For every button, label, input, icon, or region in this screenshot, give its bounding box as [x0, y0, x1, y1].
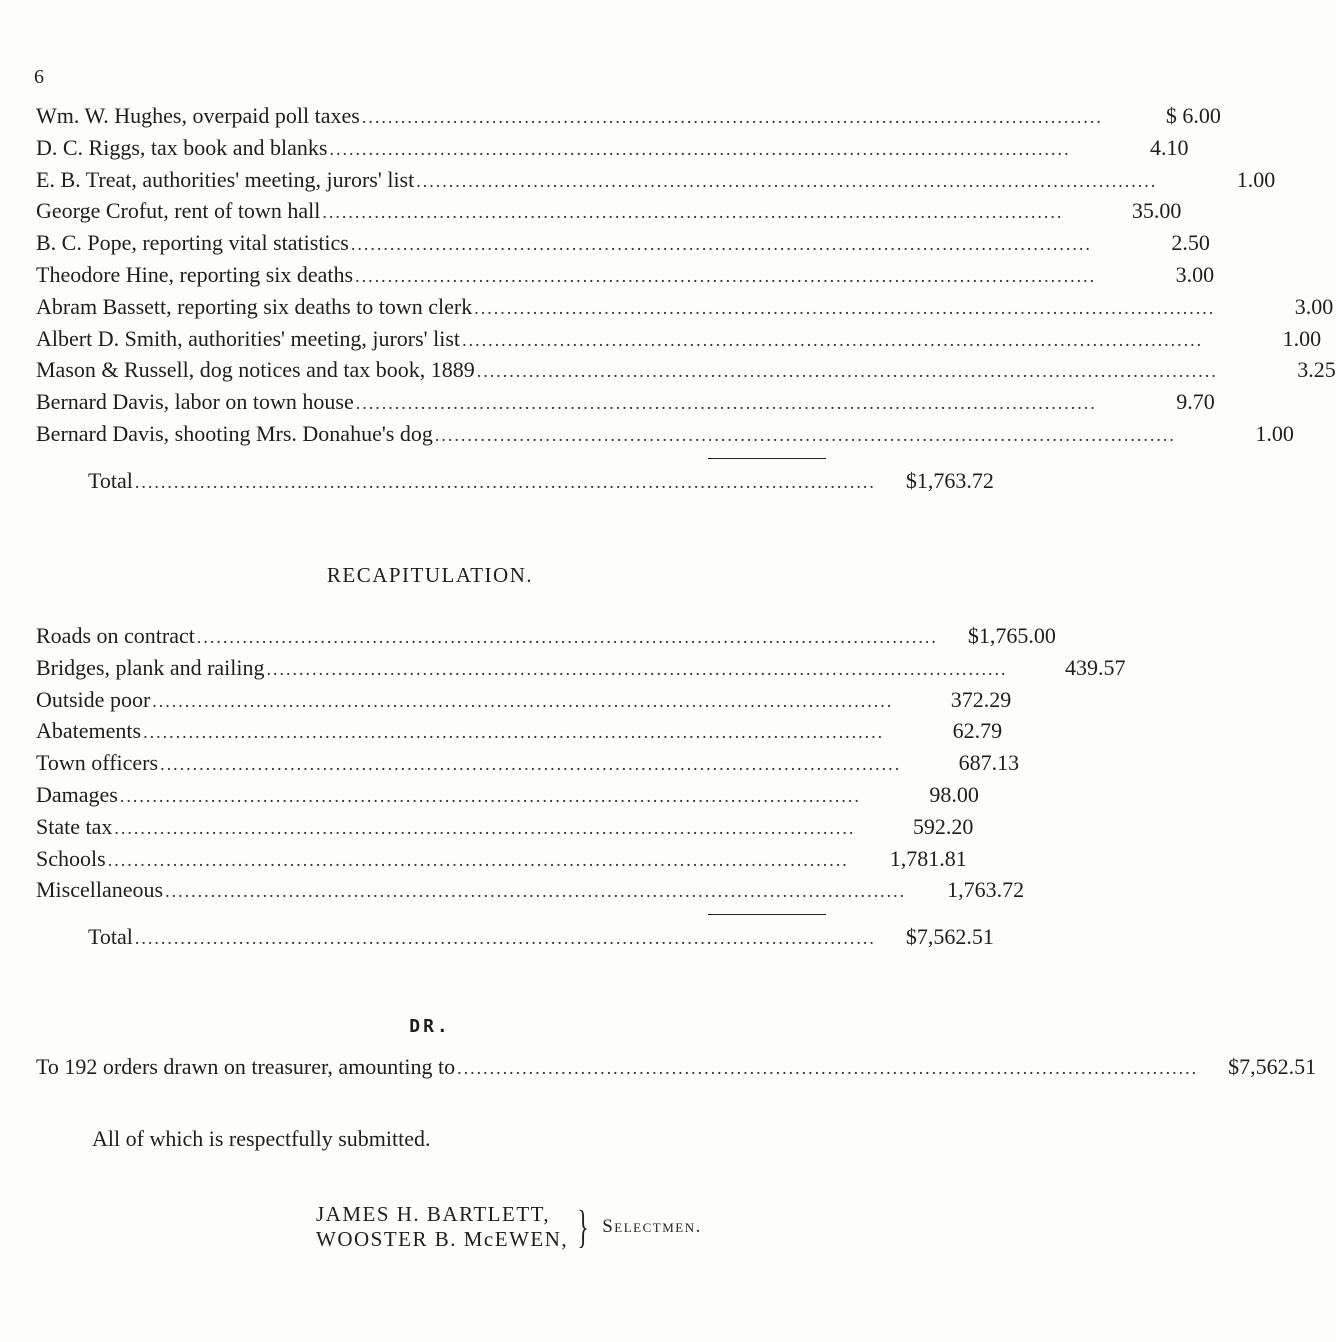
item-label: Damages — [36, 781, 118, 807]
item-amount: 4.10 — [1150, 134, 1189, 160]
item-amount: 439.57 — [1065, 654, 1126, 680]
dot-leader: .................................................................................................................. — [355, 393, 1097, 414]
ledger-row — [36, 620, 1056, 652]
item-label: Bernard Davis, labor on town house — [36, 389, 354, 415]
dot-leader: .................................................................................................................. — [476, 361, 1218, 382]
dot-leader: .................................................................................................................. — [134, 471, 876, 492]
recapitulation-list — [36, 620, 1126, 953]
item-label: E. B. Treat, authorities' meeting, jurors' list — [36, 166, 415, 192]
ledger-row — [36, 715, 1003, 747]
item-amount: 9.70 — [1176, 389, 1215, 415]
item-label: To 192 orders drawn on treasurer, amounting to — [36, 1054, 456, 1079]
item-amount: 2.50 — [1171, 230, 1210, 256]
dot-leader: .................................................................................................................. — [350, 234, 1092, 255]
dot-leader: .................................................................................................................. — [416, 170, 1158, 191]
item-amount: 592.20 — [912, 813, 974, 839]
ledger-row — [36, 652, 1126, 684]
dot-leader: .................................................................................................................. — [119, 785, 861, 806]
item-label: Outside poor — [36, 686, 151, 712]
dot-leader: .................................................................................................................. — [107, 849, 849, 870]
item-amount: $7,562.51 — [1228, 1054, 1317, 1079]
item-amount: 3.00 — [1175, 261, 1215, 287]
item-amount: 3.25 — [1297, 357, 1336, 383]
ledger-row — [36, 227, 1210, 259]
ledger-row — [36, 195, 1182, 227]
dot-leader: .................................................................................................................. — [160, 754, 902, 775]
signer-name: WOOSTER B. McEWEN, — [316, 1227, 569, 1251]
item-label: Mason & Russell, dog notices and tax book, 1889 — [36, 357, 475, 383]
total-amount: $1,763.72 — [905, 467, 994, 493]
item-label: Roads on contract — [36, 623, 195, 648]
item-amount: $1,765.00 — [967, 623, 1056, 648]
item-label: Theodore Hine, reporting six deaths — [36, 261, 354, 287]
dot-leader: .................................................................................................................. — [329, 138, 1071, 159]
dot-leader: .................................................................................................................. — [134, 928, 876, 949]
ledger-row — [36, 259, 1215, 291]
item-amount: 1.00 — [1236, 166, 1276, 192]
item-amount: 372.29 — [950, 686, 1012, 712]
dot-leader: .................................................................................................................. — [266, 658, 1008, 679]
item-label: State tax — [36, 813, 113, 839]
item-amount: 3.00 — [1294, 293, 1334, 319]
ledger-row — [36, 386, 1215, 418]
total-row — [36, 465, 994, 497]
ledger-row — [36, 1051, 1317, 1083]
sum-rule — [708, 458, 826, 459]
dr-entry — [36, 1051, 1317, 1083]
ledger-row — [36, 874, 1025, 906]
item-amount: 1.00 — [1282, 325, 1322, 351]
signer-names — [316, 1202, 568, 1252]
total-label: Total — [88, 924, 133, 950]
ledger-row — [36, 132, 1189, 164]
brace-icon: } — [577, 1201, 589, 1252]
item-label: Bridges, plank and railing — [36, 654, 265, 680]
item-amount: $ 6.00 — [1165, 103, 1221, 128]
dot-leader: .................................................................................................................. — [434, 424, 1176, 445]
item-label: Albert D. Smith, authorities' meeting, jurors' list — [36, 325, 461, 351]
item-label: Miscellaneous — [36, 877, 164, 903]
item-amount: 1.00 — [1255, 420, 1294, 446]
item-amount: 62.79 — [952, 718, 1003, 744]
item-label: B. C. Pope, reporting vital statistics — [36, 230, 349, 256]
ledger-row — [36, 684, 1012, 716]
item-label: George Crofut, rent of town hall — [36, 198, 321, 224]
dot-leader: .................................................................................................................. — [361, 107, 1103, 127]
item-amount: 98.00 — [929, 781, 979, 807]
dot-leader: .................................................................................................................. — [196, 627, 938, 647]
item-label: D. C. Riggs, tax book and blanks — [36, 134, 328, 160]
sum-rule — [708, 914, 826, 915]
closing-statement: All of which is respectfully submitted. — [92, 1126, 431, 1151]
dot-leader: .................................................................................................................. — [114, 817, 856, 838]
item-amount: 1,763.72 — [947, 877, 1025, 903]
item-amount: 35.00 — [1131, 198, 1182, 224]
ledger-row — [36, 747, 1020, 779]
dot-leader: .................................................................................................................. — [355, 265, 1097, 286]
ledger-row — [36, 418, 1294, 450]
ledger-row — [36, 354, 1336, 386]
item-amount: 1,781.81 — [889, 845, 967, 871]
item-label: Town officers — [36, 750, 159, 776]
dot-leader: .................................................................................................................. — [143, 722, 885, 743]
item-amount: 687.13 — [958, 750, 1020, 776]
item-label: Abatements — [36, 718, 142, 744]
ledger-row — [36, 291, 1334, 323]
ledger-row — [36, 843, 967, 875]
dot-leader: .................................................................................................................. — [462, 329, 1204, 350]
page-number: 6 — [34, 66, 44, 88]
signature-block — [316, 1202, 702, 1252]
item-label: Wm. W. Hughes, overpaid poll taxes — [36, 103, 360, 128]
ledger-row — [36, 323, 1322, 355]
recapitulation-heading: RECAPITULATION. — [326, 563, 534, 587]
item-label: Schools — [36, 845, 106, 871]
dr-heading: DR. — [409, 1016, 451, 1037]
total-amount: $7,562.51 — [905, 924, 994, 950]
total-row — [36, 921, 994, 953]
item-label: Bernard Davis, shooting Mrs. Donahue's dog — [36, 420, 433, 446]
signer-name: JAMES H. BARTLETT, — [316, 1202, 551, 1226]
total-label: Total — [88, 467, 133, 493]
ledger-row — [36, 100, 1221, 132]
ledger-row — [36, 811, 974, 843]
dot-leader: .................................................................................................................. — [474, 297, 1216, 318]
ledger-row — [36, 164, 1276, 196]
miscellaneous-expenses-list — [36, 100, 1336, 497]
dot-leader: .................................................................................................................. — [165, 881, 907, 902]
dot-leader: .................................................................................................................. — [152, 690, 894, 711]
item-label: Abram Bassett, reporting six deaths to town clerk — [36, 293, 473, 319]
ledger-row — [36, 779, 979, 811]
dot-leader: .................................................................................................................. — [322, 202, 1064, 223]
signer-role: Selectmen. — [602, 1216, 702, 1237]
dot-leader: .................................................................................................................. — [457, 1058, 1199, 1078]
